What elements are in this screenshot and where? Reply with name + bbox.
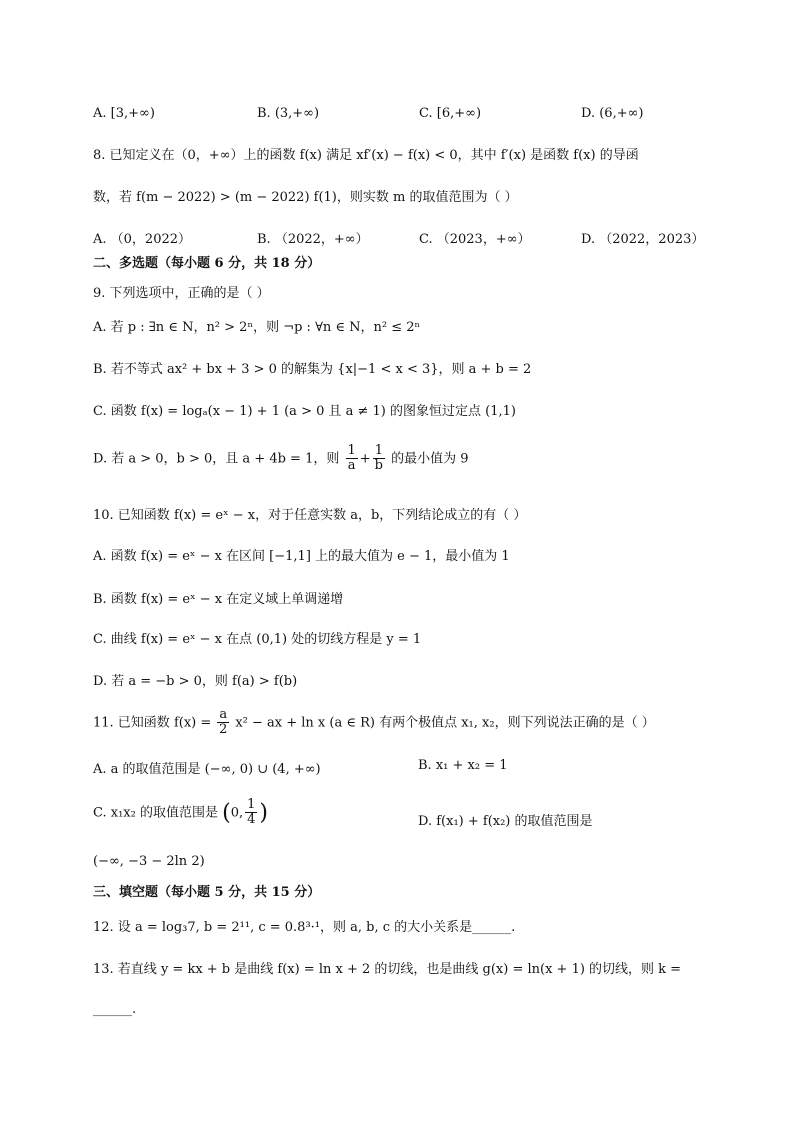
q9-stem: 9. 下列选项中，正确的是（ ） <box>93 286 270 301</box>
q8-option-a: A. （0，2022） <box>93 232 192 247</box>
q10-option-a: A. 函数 f(x) = eˣ − x 在区间 [−1,1] 上的最大值为 e − 1，最小值为 1 <box>93 549 510 564</box>
q11-option-d: D. f(x₁) + f(x₂) 的取值范围是 <box>418 814 593 829</box>
q9-option-b: B. 若不等式 ax² + bx + 3 > 0 的解集为 {x|−1 < x < 3}，则 a + b = 2 <box>93 362 532 377</box>
q8-stem-line1: 8. 已知定义在（0，+∞）上的函数 f(x) 满足 xf′(x) − f(x) < 0，其中 f′(x) 是函数 f(x) 的导函 <box>93 148 639 163</box>
q9-option-d: D. 若 a > 0，b > 0，且 a + 4b = 1，则 $\frac{1}{a}$ + $\frac{1}{b}$ 的最小值为 9 <box>93 443 469 474</box>
fraction: $\frac{1}{4}$ <box>247 797 256 828</box>
q13-stem-line2: ______. <box>93 1002 137 1017</box>
fraction: $\frac{1}{b}$ <box>374 443 383 474</box>
q8-option-b: B. （2022，+∞） <box>257 232 369 247</box>
q7-option-a: A. [3,+∞) <box>93 106 155 121</box>
q9-option-d-text-pre: D. 若 a > 0，b > 0，且 a + 4b = 1，则 <box>93 451 340 467</box>
fraction: $\frac{a}{2}$ <box>219 707 228 738</box>
q7-option-b: B. (3,+∞) <box>257 106 320 121</box>
q7-option-c: C. [6,+∞) <box>419 106 482 121</box>
q11-option-b: B. x₁ + x₂ = 1 <box>418 758 508 773</box>
q12-stem: 12. 设 a = log₃7, b = 2¹¹, c = 0.8³·¹，则 a, b, c 的大小关系是______. <box>93 920 516 935</box>
section-heading-multiple-choice: 二、多选题（每小题 6 分，共 18 分） <box>93 256 321 271</box>
q9-option-c: C. 函数 f(x) = logₐ(x − 1) + 1 (a > 0 且 a ≠ 1) 的图象恒过定点 (1,1) <box>93 404 516 419</box>
q8-stem-line2: 数，若 f(m − 2022) > (m − 2022) f(1)，则实数 m 的取值范围为（ ） <box>93 190 518 205</box>
q11-option-d-continuation: (−∞, −3 − 2ln 2) <box>93 854 205 869</box>
q11-stem: 11. 已知函数 f(x) = $\frac{a}{2}$ x² − ax + ln x (a ∈ R) 有两个极值点 x₁, x₂，则下列说法正确的是（ ） <box>93 707 655 738</box>
q8-option-c: C. （2023，+∞） <box>419 232 531 247</box>
q8-option-d: D. （2022，2023） <box>581 232 705 247</box>
q9-option-d-text-post: 的最小值为 9 <box>391 451 469 467</box>
q10-option-c: C. 曲线 f(x) = eˣ − x 在点 (0,1) 处的切线方程是 y = 1 <box>93 632 422 647</box>
fraction: $\frac{1}{a}$ <box>347 443 356 474</box>
q10-stem: 10. 已知函数 f(x) = eˣ − x，对于任意实数 a，b，下列结论成立的有（ ） <box>93 508 527 523</box>
q10-option-b: B. 函数 f(x) = eˣ − x 在定义域上单调递增 <box>93 592 344 607</box>
q13-stem-line1: 13. 若直线 y = kx + b 是曲线 f(x) = ln x + 2 的切线，也是曲线 g(x) = ln(x + 1) 的切线，则 k = <box>93 962 682 977</box>
q11-option-c: C. x₁x₂ 的取值范围是 (0, $\frac{1}{4}$ ) <box>93 797 268 828</box>
q10-option-d: D. 若 a = −b > 0，则 f(a) > f(b) <box>93 674 298 689</box>
q7-option-d: D. (6,+∞) <box>581 106 644 121</box>
section-heading-fill-in: 三、填空题（每小题 5 分，共 15 分） <box>93 885 321 900</box>
q11-option-a: A. a 的取值范围是 (−∞, 0) ∪ (4, +∞) <box>93 762 321 777</box>
q9-option-a: A. 若 p : ∃n ∈ N，n² > 2ⁿ，则 ¬p : ∀n ∈ N，n² ≤ 2ⁿ <box>93 320 421 335</box>
